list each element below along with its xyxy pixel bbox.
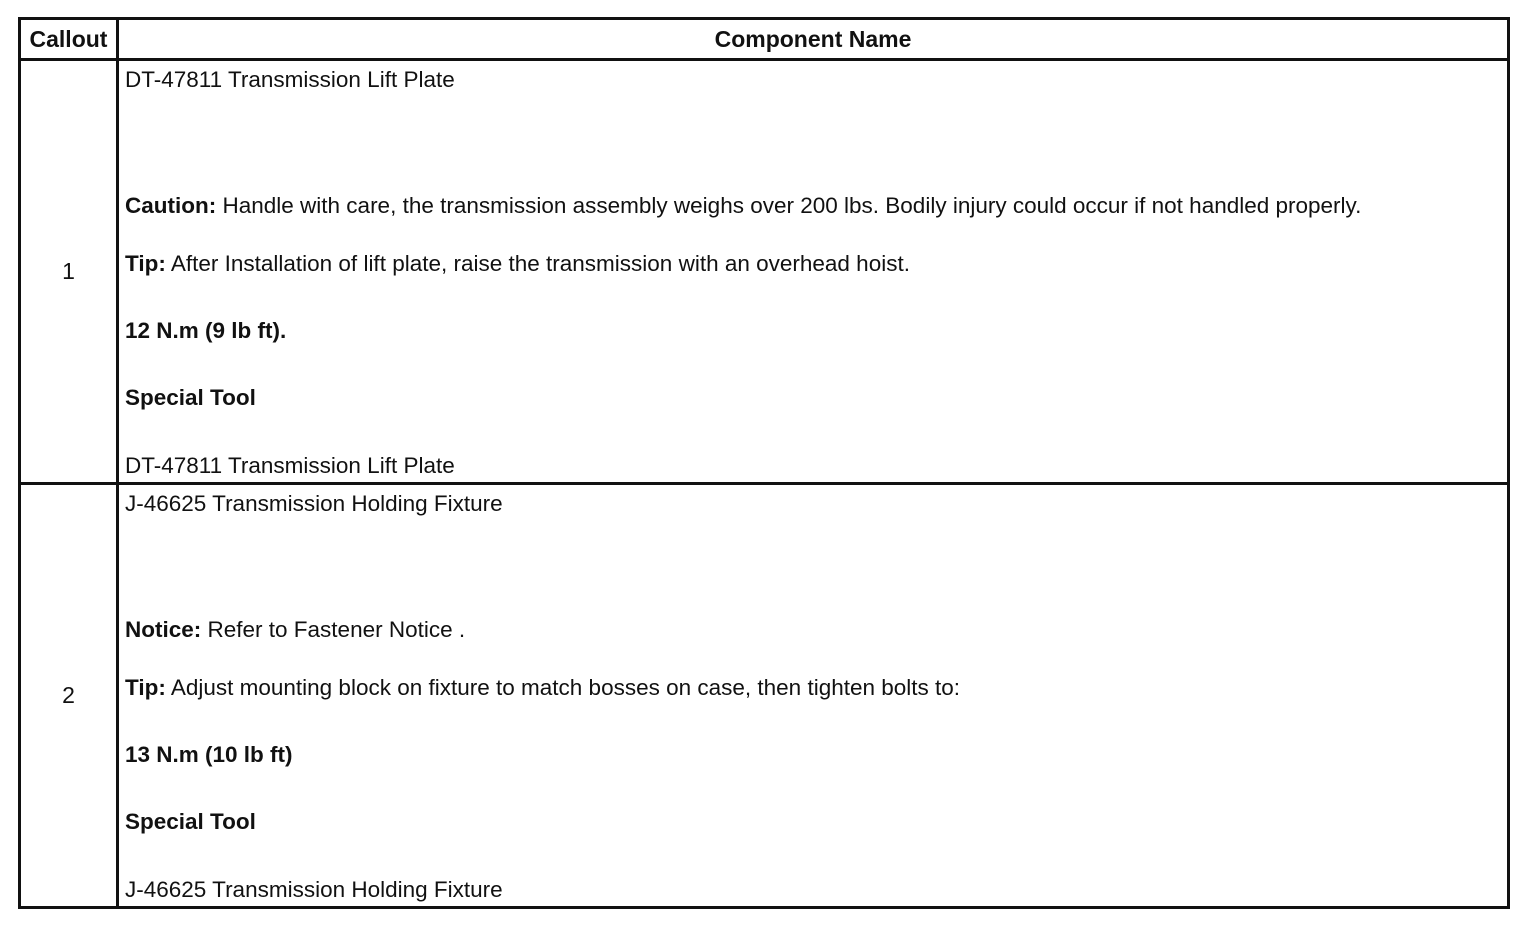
caution-text: Handle with care, the transmission assembly weighs over 200 lbs. Bodily injury could occur if not handled properly. — [216, 193, 1362, 218]
notice-label: Notice: — [125, 617, 202, 642]
header-row — [20, 19, 1509, 60]
tip-line — [125, 677, 960, 700]
table-row — [20, 60, 1509, 484]
tip-line — [125, 253, 910, 276]
table-row — [20, 484, 1509, 908]
special-tool-label: Special Tool — [125, 385, 256, 410]
component-name: DT-47811 Transmission Lift Plate — [125, 67, 455, 92]
torque-spec: 13 N.m (10 lb ft) — [125, 742, 293, 767]
special-tool-name: DT-47811 Transmission Lift Plate — [125, 453, 455, 478]
callout-number: 2 — [20, 484, 118, 908]
tip-label: Tip: — [125, 251, 166, 276]
tip-text: Adjust mounting block on fixture to match bosses on case, then tighten bolts to: — [165, 675, 961, 700]
component-cell — [118, 484, 1509, 908]
notice-line — [125, 619, 465, 642]
caution-label: Caution: — [125, 193, 217, 218]
special-tool-name: J-46625 Transmission Holding Fixture — [125, 877, 503, 902]
tip-label: Tip: — [125, 675, 166, 700]
caution-line — [125, 195, 1361, 218]
component-cell — [118, 60, 1509, 484]
callout-header: Callout — [20, 19, 118, 60]
components-table — [18, 17, 1510, 909]
notice-text: Refer to Fastener Notice . — [201, 617, 466, 642]
component-name: J-46625 Transmission Holding Fixture — [125, 491, 503, 516]
special-tool-label: Special Tool — [125, 809, 256, 834]
component-name-header: Component Name — [118, 19, 1509, 60]
callout-number: 1 — [20, 60, 118, 484]
tip-text: After Installation of lift plate, raise the transmission with an overhead hoist. — [165, 251, 910, 276]
torque-spec: 12 N.m (9 lb ft). — [125, 318, 287, 343]
